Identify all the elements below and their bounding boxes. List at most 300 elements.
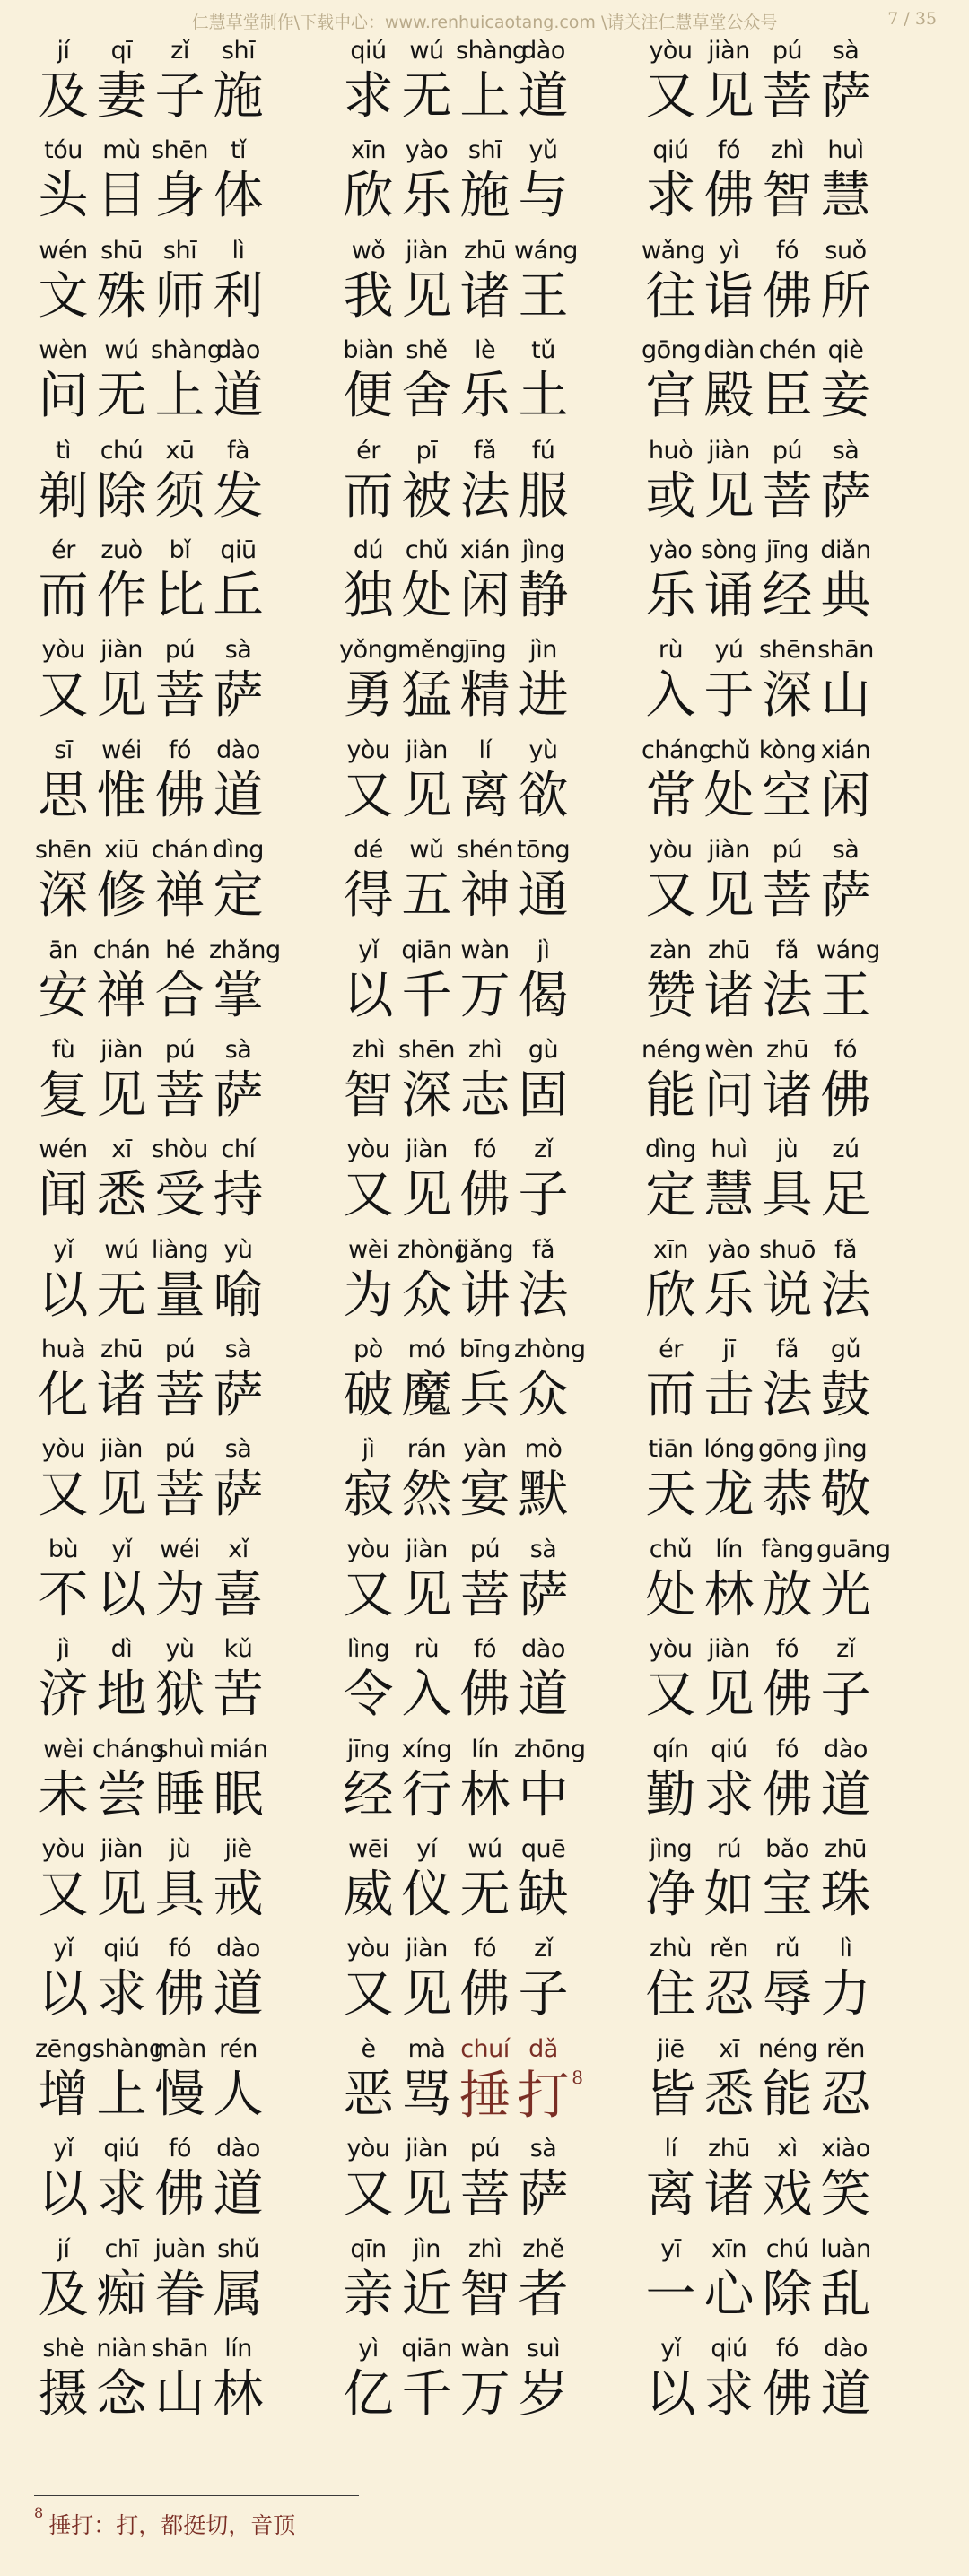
hanzi: 又 (645, 866, 696, 926)
pinyin: rù (658, 636, 684, 665)
char-cell (758, 1533, 816, 1632)
hanzi: 菩 (154, 666, 205, 726)
pinyin: wén (39, 1136, 88, 1164)
hanzi: 属 (213, 2265, 264, 2324)
pinyin: pú (772, 37, 803, 65)
pinyin: wú (104, 1235, 139, 1264)
hanzi: 乱 (820, 2265, 871, 2324)
char-cell (209, 2232, 267, 2332)
hanzi: 道 (213, 766, 264, 825)
pinyin: lìng (346, 1635, 390, 1664)
char-cell (514, 334, 572, 433)
verse-row (34, 1333, 940, 1432)
char-cell (700, 2332, 758, 2432)
char-cell (34, 1632, 92, 1732)
hanzi: 目 (96, 167, 147, 226)
hanzi: 典 (820, 566, 871, 625)
char-cell (456, 1733, 514, 1832)
hanzi: 欣 (645, 1266, 696, 1325)
verse-phrase (339, 934, 572, 1033)
char-cell (34, 633, 92, 733)
hanzi: 众 (518, 1366, 569, 1425)
pinyin: guāng (816, 1535, 891, 1563)
hanzi: 济 (38, 1666, 89, 1725)
hanzi: 近 (401, 2265, 452, 2324)
hanzi: 或 (645, 466, 696, 526)
pinyin: rù (414, 1635, 440, 1664)
char-cell (92, 1632, 151, 1732)
hanzi: 萨 (213, 1466, 264, 1525)
pinyin: fó (775, 1735, 799, 1763)
hanzi: 未 (38, 1765, 89, 1824)
char-cell (456, 633, 514, 733)
pinyin: pú (469, 2135, 501, 2163)
pinyin: yù (165, 1635, 195, 1664)
char-cell (642, 34, 700, 134)
char-cell (339, 1333, 397, 1432)
char-cell (758, 34, 816, 134)
pinyin: dào (216, 336, 260, 365)
char-cell (151, 234, 209, 334)
verse-phrase (339, 1533, 572, 1632)
hanzi: 往 (645, 266, 696, 326)
hanzi: 者 (518, 2265, 569, 2324)
hanzi: 净 (645, 1866, 696, 1925)
verse-phrase (642, 334, 875, 433)
pinyin: yù (528, 735, 558, 764)
char-cell (514, 2132, 572, 2232)
pinyin: néng (642, 1035, 701, 1064)
pinyin: wèn (704, 1035, 754, 1064)
char-cell (209, 633, 267, 733)
hanzi: 深 (762, 666, 813, 726)
pinyin: huì (711, 1136, 747, 1164)
char-cell (34, 934, 92, 1033)
pinyin: è (361, 2034, 376, 2063)
hanzi: 万 (459, 966, 511, 1025)
pinyin: qiú (350, 37, 387, 65)
hanzi: 离 (645, 2165, 696, 2224)
verse-phrase (339, 833, 572, 933)
char-cell (209, 833, 267, 933)
char-cell (151, 2032, 209, 2132)
char-cell (339, 234, 397, 334)
char-cell (816, 2232, 875, 2332)
verse-row (34, 1133, 940, 1232)
char-cell (642, 134, 700, 233)
pinyin: yòu (346, 735, 390, 764)
char-cell (34, 1533, 92, 1632)
hanzi: 又 (38, 666, 89, 726)
char-cell (514, 1932, 572, 2032)
char-cell (151, 1233, 209, 1333)
verse-phrase (642, 934, 880, 1033)
hanzi: 道 (213, 1965, 264, 2024)
char-cell (456, 534, 514, 633)
verse-phrase (642, 1333, 875, 1432)
char-cell (151, 1533, 209, 1632)
hanzi: 千 (401, 966, 452, 1025)
hanzi: 行 (401, 1765, 452, 1824)
verse-row (34, 934, 940, 1033)
verse-phrase (642, 2332, 875, 2432)
char-cell (700, 833, 758, 933)
verse-phrase (34, 1333, 267, 1432)
pinyin: tóu (44, 136, 83, 165)
hanzi: 神 (459, 866, 511, 926)
pinyin: wàn (460, 2334, 510, 2363)
verse-row (34, 1733, 940, 1832)
pinyin: wáng (514, 236, 578, 265)
header-title: 仁慧草堂制作\下载中心：www.renhuicaotang.com \请关注仁慧草堂公众号 (191, 13, 778, 32)
char-cell (209, 434, 267, 534)
hanzi: 服 (518, 466, 569, 526)
hanzi: 菩 (459, 1565, 511, 1624)
verse-phrase (642, 633, 875, 733)
char-cell (642, 1533, 700, 1632)
hanzi: 上 (154, 367, 205, 426)
char-cell (758, 1233, 816, 1333)
char-cell (456, 1333, 514, 1432)
char-cell (456, 1233, 514, 1333)
char-cell (151, 2232, 209, 2332)
hanzi: 悉 (96, 1166, 147, 1225)
char-cell (642, 1832, 700, 1932)
hanzi: 道 (820, 2364, 871, 2424)
char-cell (92, 1333, 151, 1432)
char-cell (209, 1432, 267, 1532)
pinyin: wén (39, 236, 88, 265)
hanzi: 智 (343, 1066, 394, 1125)
hanzi: 住 (645, 1965, 696, 2024)
char-cell (816, 833, 875, 933)
char-cell (456, 2232, 514, 2332)
char-cell (816, 633, 875, 733)
hanzi: 能 (645, 1066, 696, 1125)
char-cell (92, 2032, 164, 2132)
pinyin: ér (659, 1336, 683, 1364)
verse-phrase (339, 734, 572, 833)
char-cell (514, 534, 572, 633)
verse-phrase (642, 1533, 891, 1632)
verse-phrase (339, 434, 572, 534)
char-cell (514, 934, 572, 1033)
char-cell (339, 1632, 397, 1732)
hanzi: 道 (518, 1666, 569, 1725)
pinyin: xū (165, 436, 195, 465)
char-cell (456, 1033, 514, 1133)
pinyin: qín (652, 1735, 689, 1763)
hanzi: 诣 (703, 266, 755, 326)
pinyin: xīn (711, 2234, 747, 2263)
hanzi: 宫 (645, 367, 696, 426)
char-cell (758, 2132, 816, 2232)
pinyin: zhū (708, 2135, 750, 2163)
char-cell (758, 1432, 816, 1532)
char-cell (397, 1932, 456, 2032)
pinyin: zhū (825, 1835, 867, 1864)
pinyin: jiàn (100, 1835, 143, 1864)
hanzi: 佛 (459, 1666, 511, 1725)
char-cell (209, 1033, 267, 1133)
hanzi: 千 (401, 2364, 452, 2424)
verse-phrase (339, 2032, 583, 2132)
char-cell (397, 1133, 456, 1232)
char-cell (700, 234, 758, 334)
char-cell (642, 1432, 700, 1532)
pinyin: wèi (348, 1235, 388, 1264)
pinyin: zhòng (397, 1235, 469, 1264)
hanzi: 捶 (458, 2064, 511, 2126)
pinyin: jiàn (708, 836, 750, 865)
pinyin: sà (832, 37, 860, 65)
char-cell (456, 2132, 514, 2232)
char-cell (339, 1733, 397, 1832)
char-cell (700, 2032, 758, 2132)
hanzi: 然 (401, 1466, 452, 1525)
pinyin: shuō (759, 1235, 816, 1264)
char-cell (700, 1333, 758, 1432)
pinyin: shàng (456, 37, 528, 65)
char-cell (514, 34, 572, 134)
char-cell (209, 1333, 267, 1432)
pinyin: zhū (708, 936, 750, 964)
hanzi: 无 (401, 67, 452, 126)
hanzi: 佛 (762, 1765, 813, 1824)
hanzi: 除 (96, 466, 147, 526)
hanzi: 山 (820, 666, 871, 726)
char-cell (397, 334, 456, 433)
pinyin: yòu (346, 1136, 390, 1164)
char-cell (34, 2332, 92, 2432)
char-cell (339, 334, 397, 433)
pinyin: yòu (41, 636, 85, 665)
char-cell (700, 1432, 758, 1532)
char-cell (642, 2032, 700, 2132)
pinyin: yòu (649, 37, 693, 65)
verse-phrase (339, 1832, 572, 1932)
hanzi: 丘 (213, 566, 264, 625)
pinyin: zhòng (514, 1336, 586, 1364)
pinyin: chán (151, 836, 209, 865)
char-cell (514, 1133, 572, 1232)
hanzi: 具 (762, 1166, 813, 1225)
pinyin: yǔ (528, 136, 558, 165)
pinyin: yào (405, 136, 449, 165)
char-cell (151, 134, 209, 233)
hanzi: 诸 (459, 266, 511, 326)
hanzi: 以 (343, 966, 394, 1025)
verse-phrase (34, 833, 267, 933)
char-cell (816, 734, 875, 833)
hanzi: 放 (762, 1565, 813, 1624)
hanzi: 林 (213, 2364, 264, 2424)
char-cell (816, 1733, 875, 1832)
char-cell (816, 1033, 875, 1133)
char-cell (816, 1432, 875, 1532)
verse-phrase (34, 1733, 267, 1832)
hanzi: 无 (459, 1866, 511, 1925)
char-cell (397, 1432, 456, 1532)
hanzi: 以 (38, 1965, 89, 2024)
hanzi: 偈 (518, 966, 569, 1025)
char-cell (514, 1632, 572, 1732)
hanzi: 处 (401, 566, 452, 625)
char-cell (339, 734, 397, 833)
char-cell (397, 2332, 456, 2432)
char-cell (514, 2332, 572, 2432)
char-cell (456, 1533, 514, 1632)
hanzi: 又 (645, 1666, 696, 1725)
pinyin: fó (834, 1035, 858, 1064)
hanzi: 无 (96, 1266, 147, 1325)
pinyin: zhōng (514, 1735, 586, 1763)
verse-row (34, 1033, 940, 1133)
hanzi: 人 (213, 2065, 264, 2124)
hanzi: 宝 (762, 1866, 813, 1925)
pinyin: sà (529, 1535, 557, 1563)
char-cell (642, 534, 700, 633)
pinyin: yī (660, 2234, 681, 2263)
pinyin: zuò (100, 535, 143, 564)
char-cell (514, 234, 578, 334)
hanzi: 佛 (154, 2165, 205, 2224)
footnote-divider (34, 2495, 359, 2496)
verse-phrase (642, 1932, 875, 2032)
char-cell (34, 1333, 92, 1432)
pinyin: jiàn (708, 1635, 750, 1664)
pinyin: yǐ (111, 1535, 132, 1563)
char-cell (151, 1133, 209, 1232)
verse-phrase (642, 2032, 875, 2132)
char-cell (642, 434, 700, 534)
char-cell (758, 1133, 816, 1232)
hanzi: 文 (38, 266, 89, 326)
verse-phrase (339, 2132, 572, 2232)
char-cell (151, 1333, 209, 1432)
pinyin: qiú (103, 1935, 140, 1963)
pinyin: huà (40, 1336, 86, 1364)
pinyin: zhì (770, 136, 805, 165)
verse-phrase (34, 34, 267, 134)
pinyin: tiān (648, 1435, 694, 1464)
hanzi: 见 (96, 1866, 147, 1925)
pinyin: zhù (650, 1935, 692, 1963)
verse-phrase (642, 833, 875, 933)
pinyin: yòu (346, 1535, 390, 1563)
char-cell (34, 734, 92, 833)
char-cell (642, 734, 714, 833)
hanzi: 足 (820, 1166, 871, 1225)
pinyin: lí (478, 735, 492, 764)
hanzi: 头 (38, 167, 89, 226)
pinyin: dào (521, 37, 565, 65)
verse-row (34, 434, 940, 534)
pinyin: wēi (348, 1835, 388, 1864)
verse-row (34, 134, 940, 233)
pinyin: shī (162, 236, 197, 265)
char-cell (642, 1932, 700, 2032)
hanzi: 眷 (154, 2265, 205, 2324)
footnote-reference[interactable]: 8 (572, 2066, 583, 2088)
pinyin: jiàn (100, 1435, 143, 1464)
verse-phrase (642, 1033, 875, 1133)
hanzi: 处 (703, 766, 755, 825)
char-cell (209, 934, 281, 1033)
hanzi: 施 (213, 67, 264, 126)
char-cell (642, 633, 700, 733)
verse-row (34, 833, 940, 933)
pinyin: fà (226, 436, 250, 465)
pinyin: wèn (39, 336, 88, 365)
char-cell (34, 434, 92, 534)
verse-phrase (339, 1432, 572, 1532)
verse-phrase (34, 1432, 267, 1532)
char-cell (514, 734, 572, 833)
char-cell (758, 2232, 816, 2332)
hanzi: 戏 (762, 2165, 813, 2224)
hanzi: 萨 (518, 2165, 569, 2224)
hanzi: 菩 (762, 67, 813, 126)
hanzi: 智 (762, 167, 813, 226)
pinyin: chú (765, 2234, 809, 2263)
pinyin: yǒng (339, 636, 397, 665)
char-cell (151, 434, 209, 534)
hanzi: 佛 (703, 167, 755, 226)
pinyin: kòng (758, 735, 816, 764)
char-cell (514, 1333, 586, 1432)
hanzi: 摄 (38, 2364, 89, 2424)
verse-phrase (339, 1932, 572, 2032)
pinyin: rén (219, 2034, 258, 2063)
verse-phrase (339, 334, 572, 433)
char-cell (339, 34, 397, 134)
char-cell (339, 534, 397, 633)
char-cell (209, 1533, 267, 1632)
pinyin: jiàn (100, 1035, 143, 1064)
pinyin: shě (406, 336, 448, 365)
pinyin: wáng (816, 936, 880, 964)
char-cell (92, 734, 151, 833)
char-cell (34, 1033, 92, 1133)
char-cell (397, 1033, 456, 1133)
pinyin: kǔ (223, 1635, 253, 1664)
hanzi: 求 (343, 67, 394, 126)
char-cell (92, 1432, 151, 1532)
pinyin: lì (231, 236, 245, 265)
pinyin: yào (707, 1235, 751, 1264)
pinyin: juàn (154, 2234, 205, 2263)
verse-phrase (34, 2132, 267, 2232)
char-cell (92, 833, 151, 933)
verse-row (34, 234, 940, 334)
char-cell (209, 734, 267, 833)
char-cell (816, 1333, 875, 1432)
char-cell (397, 833, 456, 933)
pinyin: fú (531, 436, 555, 465)
verse-row (34, 2232, 940, 2332)
char-cell (456, 1632, 514, 1732)
char-cell (816, 2132, 875, 2232)
pinyin: yí (416, 1835, 437, 1864)
char-cell (758, 1932, 816, 2032)
char-cell (92, 934, 151, 1033)
hanzi: 具 (154, 1866, 205, 1925)
verse-phrase (34, 1533, 267, 1632)
char-cell (209, 1233, 267, 1333)
hanzi: 破 (343, 1366, 394, 1425)
hanzi: 光 (820, 1565, 871, 1624)
